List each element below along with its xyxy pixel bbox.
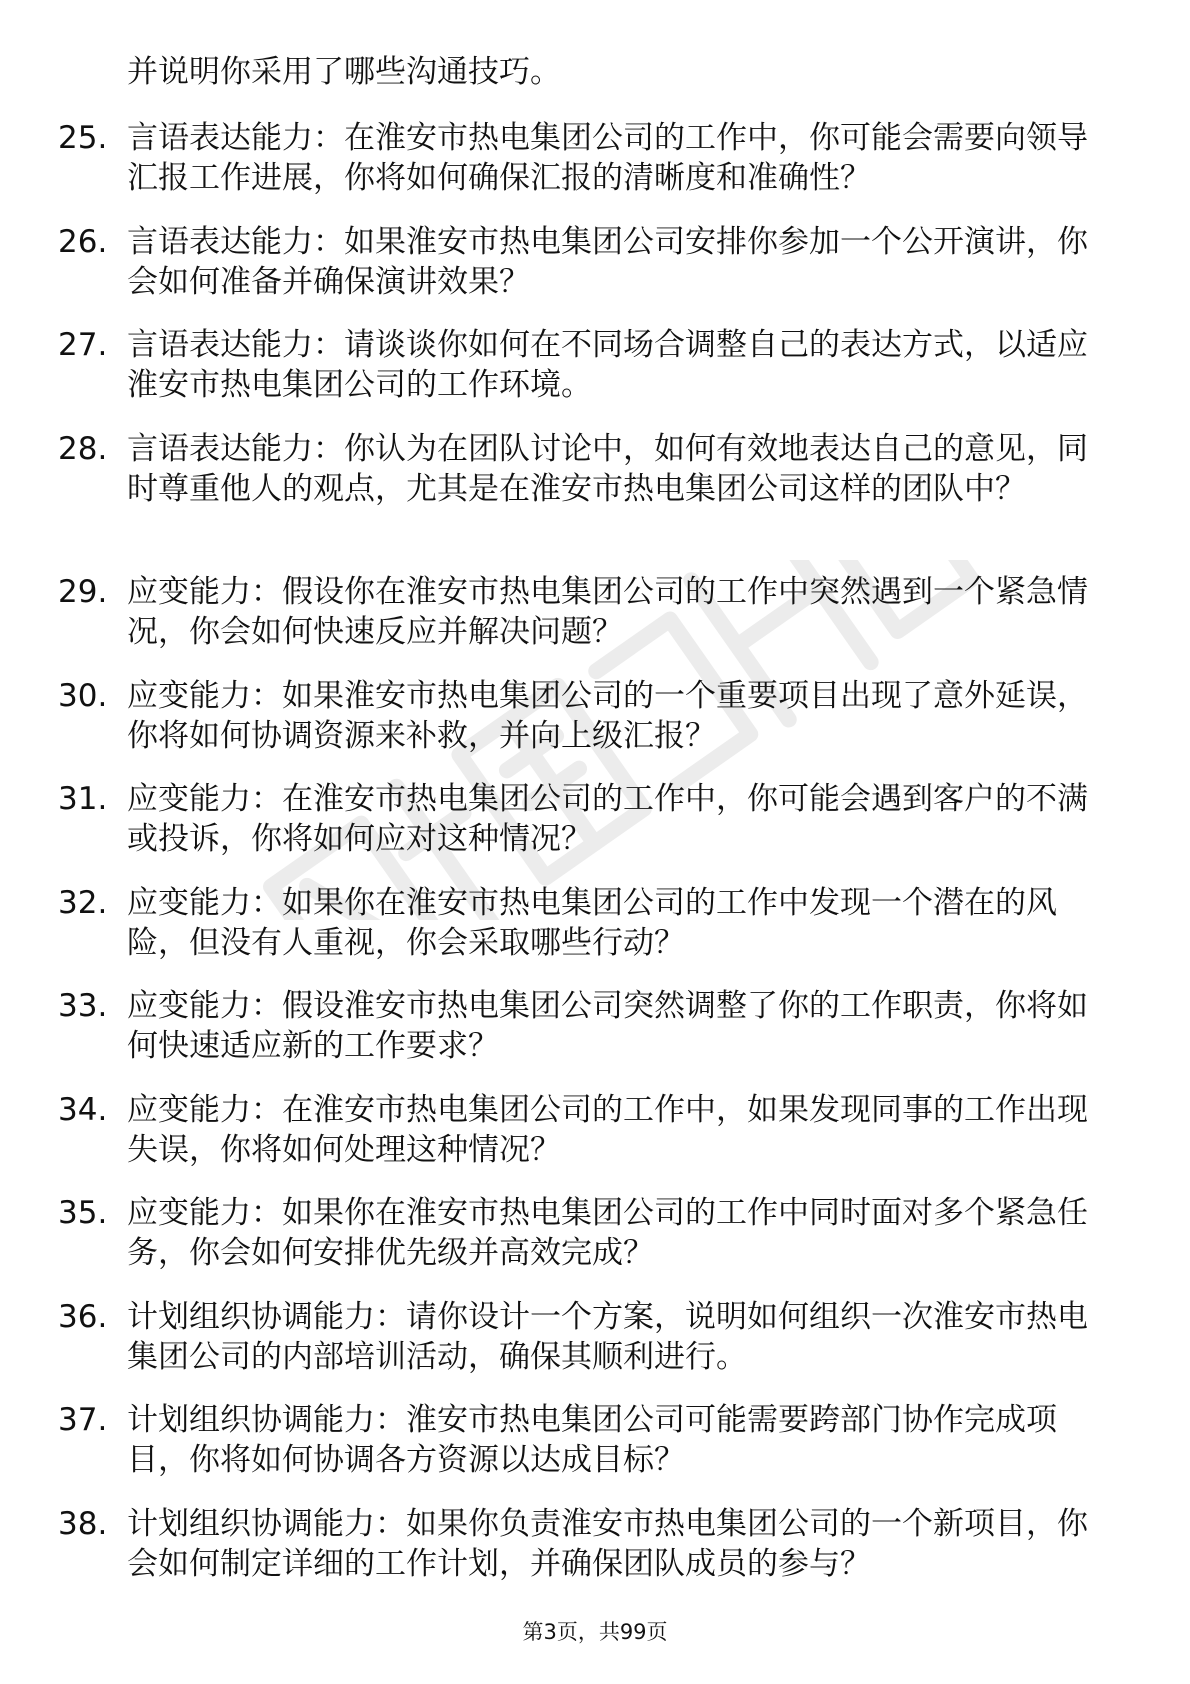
question-number: 34. <box>58 1091 108 1128</box>
question-number: 33. <box>58 988 108 1024</box>
question-item <box>58 1504 1118 1584</box>
question-text: 计划组织协调能力：请你设计一个方案，说明如何组织一次淮安市热电集团公司的内部培训活动，确保其顺利进行。 <box>127 1298 1088 1375</box>
question-item <box>58 118 1118 198</box>
page-footer: 第3页，共99页 <box>522 1620 668 1644</box>
question-number: 38. <box>58 1505 108 1542</box>
question-item <box>58 429 1118 549</box>
question-text: 应变能力：假设淮安市热电集团公司突然调整了你的工作职责，你将如何快速适应新的工作要求？ <box>127 988 1088 1064</box>
lead-text: 并说明你采用了哪些沟通技巧。 <box>127 54 561 90</box>
question-text: 应变能力：如果你在淮安市热电集团公司的工作中同时面对多个紧急任务，你会如何安排优先级并高效完成？ <box>127 1195 1088 1271</box>
question-item <box>58 572 1118 652</box>
question-item <box>58 883 1118 963</box>
question-text: 言语表达能力：请谈谈你如何在不同场合调整自己的表达方式，以适应淮安市热电集团公司的工作环境。 <box>127 327 1088 403</box>
question-text: 言语表达能力：在淮安市热电集团公司的工作中，你可能会需要向领导汇报工作进展，你将如何确保汇报的清晰度和准确性？ <box>127 120 1088 196</box>
question-number: 25. <box>58 120 108 156</box>
question-text: 言语表达能力：如果淮安市热电集团公司安排你参加一个公开演讲，你会如何准备并确保演讲效果？ <box>127 223 1088 300</box>
question-item <box>58 1193 1118 1273</box>
question-number: 32. <box>58 884 108 921</box>
question-number: 26. <box>58 223 108 260</box>
question-list <box>58 118 1118 1607</box>
question-number: 31. <box>58 781 108 817</box>
question-text: 应变能力：如果淮安市热电集团公司的一个重要项目出现了意外延误，你将如何协调资源来补救，并向上级汇报？ <box>127 677 1088 754</box>
question-text: 应变能力：在淮安市热电集团公司的工作中，你可能会遇到客户的不满或投诉，你将如何应对这种情况？ <box>127 781 1088 857</box>
question-item <box>58 676 1118 756</box>
question-text: 应变能力：在淮安市热电集团公司的工作中，如果发现同事的工作出现失误，你将如何处理这种情况？ <box>127 1091 1088 1168</box>
question-item <box>58 325 1118 405</box>
question-item <box>58 986 1118 1066</box>
question-item <box>58 222 1118 302</box>
question-number: 35. <box>58 1195 108 1231</box>
question-number: 27. <box>58 327 108 363</box>
question-number: 36. <box>58 1298 108 1335</box>
question-item <box>58 1090 1118 1170</box>
question-text: 应变能力：如果你在淮安市热电集团公司的工作中发现一个潜在的风险，但没有人重视，你会采取哪些行动？ <box>127 884 1057 961</box>
question-text: 应变能力：假设你在淮安市热电集团公司的工作中突然遇到一个紧急情况，你会如何快速反应并解决问题？ <box>127 574 1088 650</box>
question-number: 30. <box>58 677 108 714</box>
question-text: 计划组织协调能力：淮安市热电集团公司可能需要跨部门协作完成项目，你将如何协调各方资源以达成目标？ <box>127 1402 1057 1478</box>
question-number: 37. <box>58 1402 108 1438</box>
question-text: 言语表达能力：你认为在团队讨论中，如何有效地表达自己的意见，同时尊重他人的观点，尤其是在淮安市热电集团公司这样的团队中？ <box>127 430 1088 507</box>
question-item <box>58 1400 1118 1480</box>
question-text: 计划组织协调能力：如果你负责淮安市热电集团公司的一个新项目，你会如何制定详细的工作计划，并确保团队成员的参与？ <box>127 1505 1088 1582</box>
question-item <box>58 1297 1118 1377</box>
question-number: 29. <box>58 574 108 610</box>
question-number: 28. <box>58 430 108 467</box>
question-item <box>58 779 1118 859</box>
